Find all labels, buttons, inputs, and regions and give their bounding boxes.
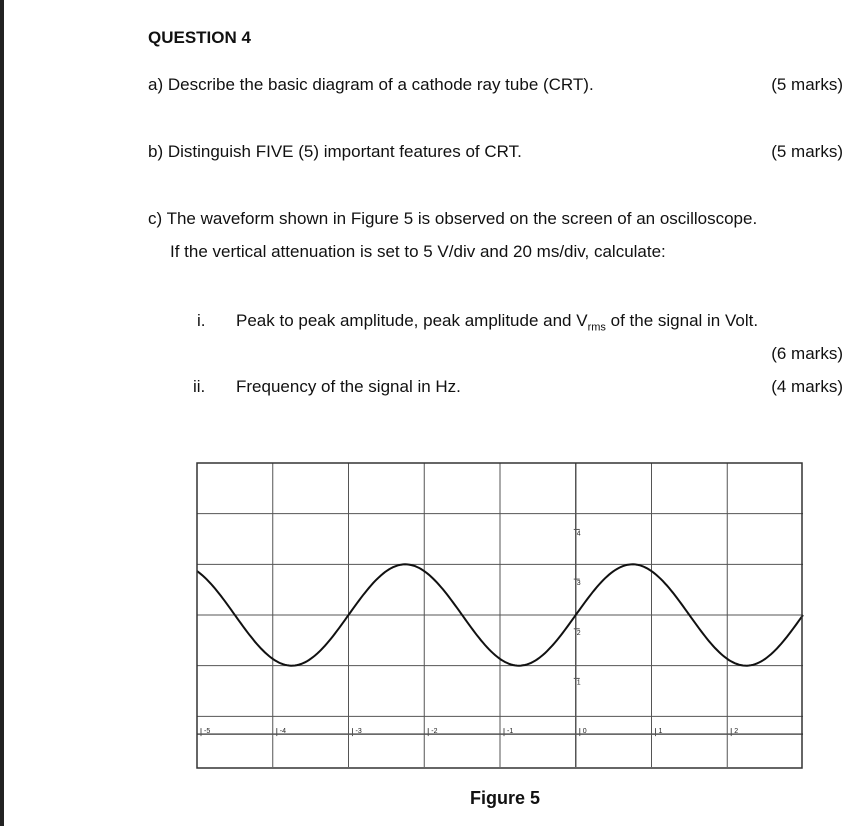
tick-labels — [204, 530, 738, 735]
sub-i-text — [236, 311, 758, 337]
part-b-marks: (5 marks) — [771, 142, 843, 161]
page-left-border — [0, 0, 4, 826]
figure-caption: Figure 5 — [470, 788, 541, 808]
x-tick-label: -2 — [431, 728, 438, 736]
sub-ii-marks: (4 marks) — [771, 377, 843, 396]
sub-i-text-before: Peak to peak amplitude, peak amplitude and V — [236, 311, 588, 330]
sub-ii-text: Frequency of the signal in Hz. — [236, 377, 461, 396]
part-c-line2: If the vertical attenuation is set to 5 V/div and 20 ms/div, calculate: — [170, 242, 666, 261]
x-tick-label: -5 — [204, 728, 211, 736]
y-tick-label: 2 — [576, 629, 581, 637]
question-title: QUESTION 4 — [148, 28, 251, 47]
x-tick-label: -4 — [279, 728, 286, 736]
y-tick-label: 3 — [576, 580, 581, 588]
part-c-line1: c) The waveform shown in Figure 5 is observed on the screen of an oscilloscope. — [148, 209, 758, 228]
x-tick-label: 1 — [658, 728, 663, 736]
sub-i-text-after: of the signal in Volt. — [605, 311, 759, 330]
x-tick-label: 2 — [734, 728, 739, 736]
oscilloscope-screen — [196, 462, 804, 770]
x-tick-label: -1 — [507, 728, 514, 736]
x-tick-label: -3 — [355, 728, 362, 736]
sub-ii-number: ii. — [193, 377, 206, 396]
sub-i-subscript: rms — [587, 321, 606, 334]
part-a-marks: (5 marks) — [771, 75, 843, 94]
part-b-text: b) Distinguish FIVE (5) important features of CRT. — [148, 142, 522, 161]
sub-i-number: i. — [197, 311, 206, 330]
part-a-text: a) Describe the basic diagram of a cathode ray tube (CRT). — [148, 75, 594, 94]
x-tick-label: 0 — [582, 728, 587, 736]
sub-i-marks: (6 marks) — [771, 344, 843, 363]
y-tick-label: 1 — [576, 679, 581, 687]
y-tick-label: 4 — [576, 530, 581, 538]
grid-lines — [197, 463, 803, 767]
